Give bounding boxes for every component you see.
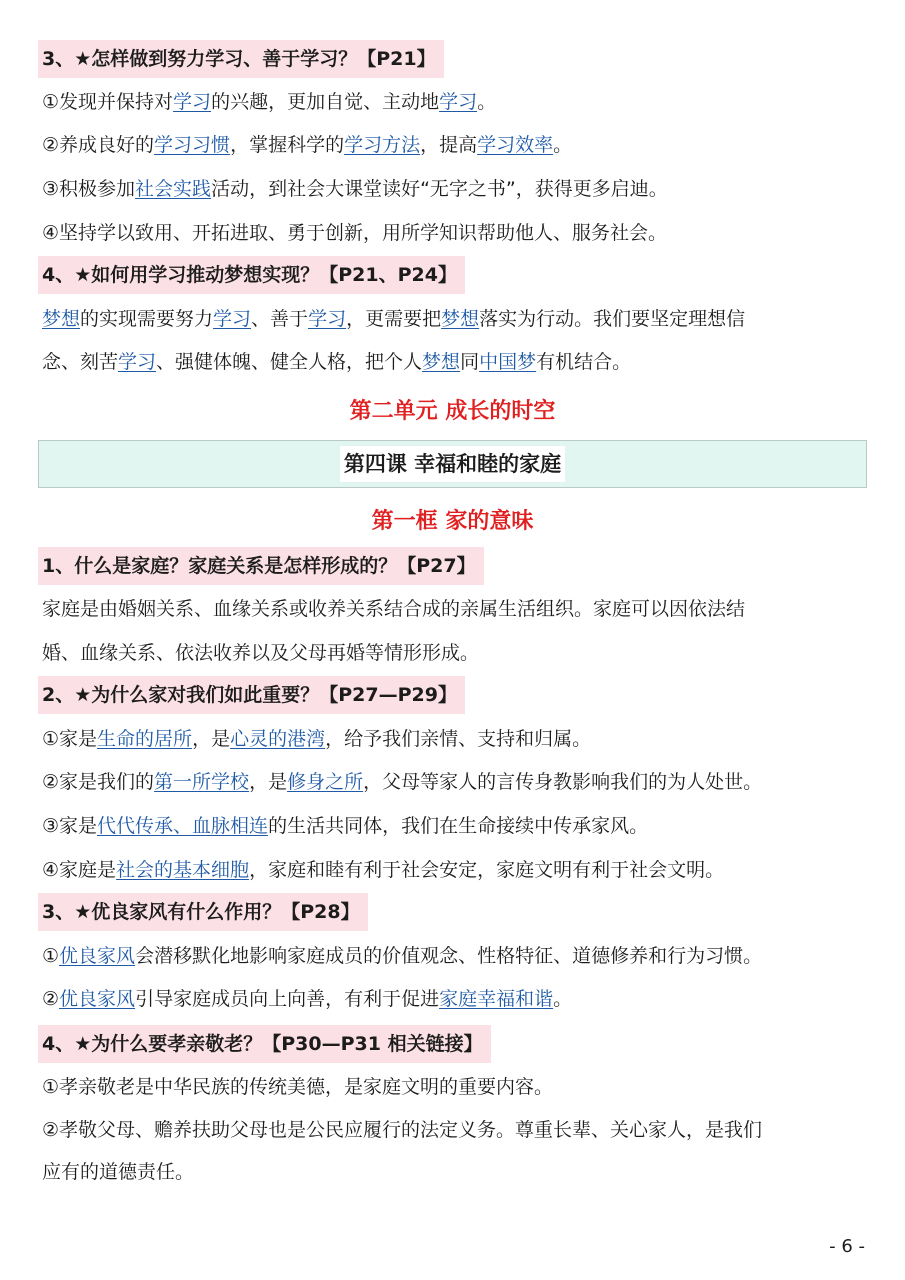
- keyword: 学习方法: [344, 134, 421, 156]
- answer-line: ②优良家风引导家庭成员向上向善，有利于促进家庭幸福和谐。: [42, 988, 573, 1010]
- answer-line: 应有的道德责任。: [42, 1161, 195, 1183]
- question-heading: 3、★优良家风有什么作用？【P28】: [38, 893, 368, 931]
- answer-line: ③积极参加社会实践活动，到社会大课堂读好“无字之书”，获得更多启迪。: [42, 178, 668, 200]
- keyword: 社会实践: [135, 178, 212, 200]
- keyword: 家庭幸福和谐: [439, 988, 554, 1010]
- keyword: 学习习惯: [154, 134, 231, 156]
- keyword: 梦想: [441, 308, 480, 330]
- answer-line: ①孝亲敬老是中华民族的传统美德，是家庭文明的重要内容。: [42, 1076, 554, 1098]
- keyword: 学习: [118, 351, 157, 373]
- keyword: 学习: [308, 308, 347, 330]
- answer-line: ④坚持学以致用、开拓进取、勇于创新，用所学知识帮助他人、服务社会。: [42, 222, 668, 244]
- page-number: - 6 -: [829, 1236, 865, 1257]
- answer-line: ①发现并保持对学习的兴趣，更加自觉、主动地学习。: [42, 91, 497, 113]
- answer-line: ③家是代代传承、血脉相连的生活共同体，我们在生命接续中传承家风。: [42, 815, 649, 837]
- answer-line: ①家是生命的居所，是心灵的港湾，给予我们亲情、支持和归属。: [42, 728, 592, 750]
- keyword: 心灵的港湾: [230, 728, 326, 750]
- answer-line: ②养成良好的学习习惯，掌握科学的学习方法，提高学习效率。: [42, 134, 573, 156]
- keyword: 社会的基本细胞: [116, 859, 250, 881]
- answer-line: ②家是我们的第一所学校，是修身之所，父母等家人的言传身教影响我们的为人处世。: [42, 771, 763, 793]
- question-heading: 1、什么是家庭？家庭关系是怎样形成的？【P27】: [38, 547, 484, 585]
- keyword: 梦想: [42, 308, 81, 330]
- keyword: 第一所学校: [154, 771, 250, 793]
- lesson-title: 第四课 幸福和睦的家庭: [340, 446, 565, 482]
- keyword: 优良家风: [59, 945, 136, 967]
- answer-line: 念、刻苦学习、强健体魄、健全人格，把个人梦想同中国梦有机结合。: [42, 351, 632, 373]
- keyword: 生命的居所: [97, 728, 193, 750]
- question-heading: 2、★为什么家对我们如此重要？【P27—P29】: [38, 676, 465, 714]
- keyword: 代代传承、血脉相连: [97, 815, 269, 837]
- answer-line: 梦想的实现需要努力学习、善于学习，更需要把梦想落实为行动。我们要坚定理想信: [42, 308, 746, 330]
- question-heading: 4、★如何用学习推动梦想实现？【P21、P24】: [38, 256, 465, 294]
- keyword: 修身之所: [287, 771, 364, 793]
- answer-line: ②孝敬父母、赡养扶助父母也是公民应履行的法定义务。尊重长辈、关心家人，是我们: [42, 1119, 763, 1141]
- unit-title: 第二单元 成长的时空: [349, 399, 556, 424]
- keyword: 中国梦: [479, 351, 537, 373]
- question-heading: 4、★为什么要孝亲敬老？【P30—P31 相关链接】: [38, 1025, 491, 1063]
- question-heading: 3、★怎样做到努力学习、善于学习？【P21】: [38, 40, 444, 78]
- keyword: 学习: [173, 91, 212, 113]
- keyword: 优良家风: [59, 988, 136, 1010]
- lesson-banner: [38, 440, 867, 488]
- frame-title: 第一框 家的意味: [371, 509, 534, 534]
- answer-line: ①优良家风会潜移默化地影响家庭成员的价值观念、性格特征、道德修养和行为习惯。: [42, 945, 763, 967]
- keyword: 学习效率: [477, 134, 554, 156]
- answer-line: 婚、血缘关系、依法收养以及父母再婚等情形形成。: [42, 642, 480, 664]
- keyword: 学习: [439, 91, 478, 113]
- answer-line: 家庭是由婚姻关系、血缘关系或收养关系结合成的亲属生活组织。家庭可以因依法结: [42, 598, 746, 620]
- keyword: 学习: [213, 308, 252, 330]
- keyword: 梦想: [422, 351, 461, 373]
- answer-line: ④家庭是社会的基本细胞，家庭和睦有利于社会安定，家庭文明有利于社会文明。: [42, 859, 725, 881]
